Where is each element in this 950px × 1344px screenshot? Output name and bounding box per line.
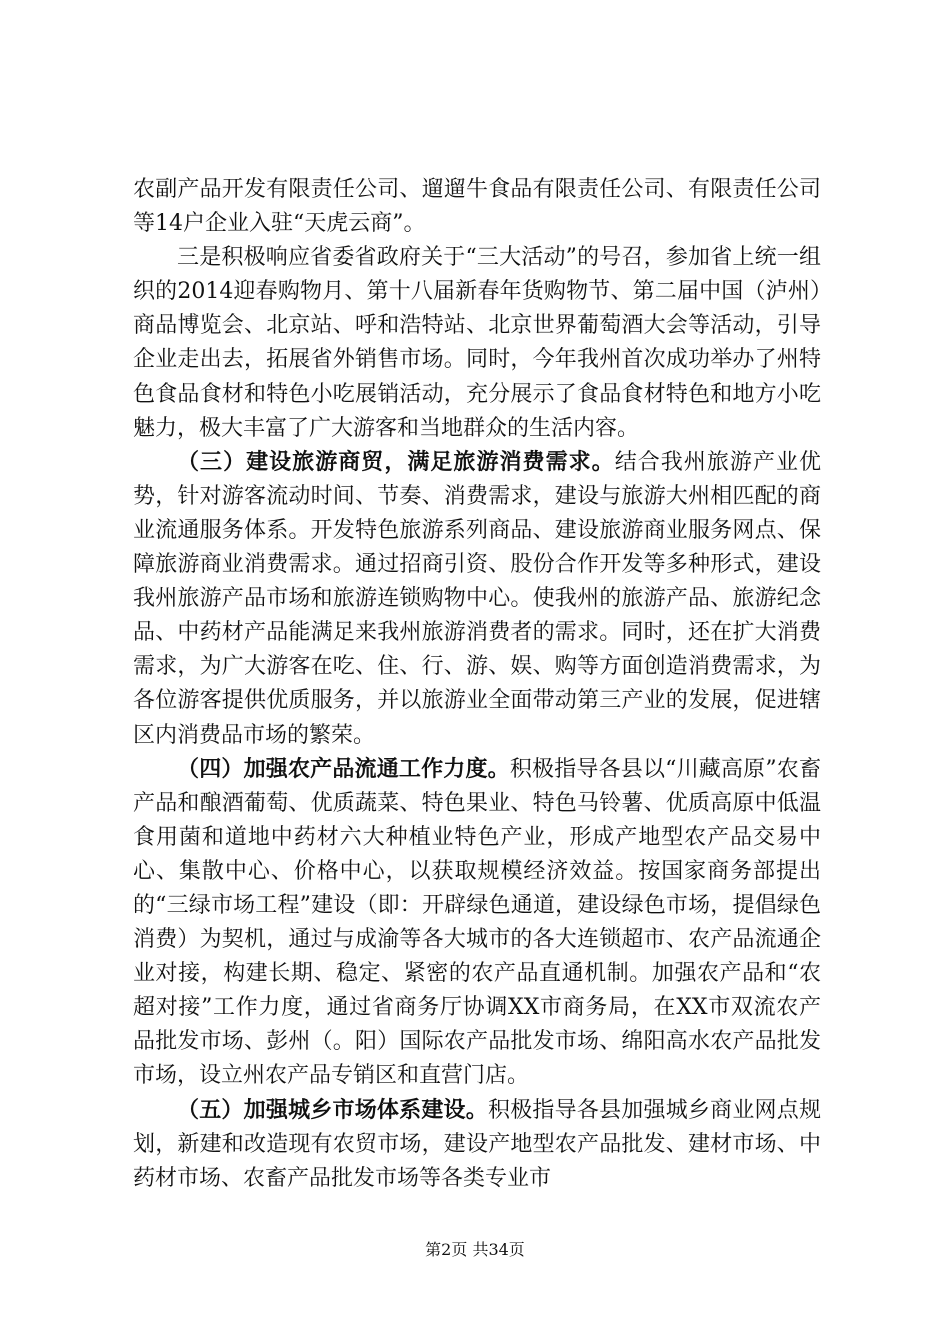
page-number-footer: 第2页 共34页 xyxy=(425,1240,525,1259)
paragraph-section-four xyxy=(133,753,821,1094)
section-body-four: 积极指导各县以“川藏高原”农畜产品和酿酒葡萄、优质蔬菜、特色果业、特色马铃薯、优质高原中低温食用菌和道地中药材六大种植业特色产业，形成产地型农产品交易中心、集散中心、价格中心，以获取规模经济效益。按国家商务部提出的“三绿市场工程”建设（即：开辟绿色通道，建设绿色市场，提倡绿色消费）为契机，通过与成渝等各大城市的各大连锁超市、农产品流通企业对接，构建长期、稳定、紧密的农产品直通机制。加强农产品和“农超对接”工作力度，通过省商务厅协调XX市商务局，在XX市双流农产品批发市场、彭州（。阳）国际农产品批发市场、绵阳高水农产品批发市场，设立州农产品专销区和直营门店。 xyxy=(133,756,821,1089)
section-heading-three: （三）建设旅游商贸，满足旅游消费需求。 xyxy=(177,449,615,475)
paragraph-continuation: 农副产品开发有限责任公司、遛遛牛食品有限责任公司、有限责任公司等14户企业入驻“天虎云商”。 xyxy=(133,177,821,237)
section-heading-five: （五）加强城乡市场体系建设。 xyxy=(177,1097,488,1123)
section-heading-four: （四）加强农产品流通工作力度。 xyxy=(177,756,510,782)
paragraph-section-three xyxy=(133,446,821,753)
paragraph-section-five xyxy=(133,1094,821,1196)
document-body xyxy=(133,173,821,1196)
paragraph-three-major-activities: 三是积极响应省委省政府关于“三大活动”的号召，参加省上统一组织的2014迎春购物月、第十八届新春年货购物节、第二届中国（泸州）商品博览会、北京站、呼和浩特站、北京世界葡萄酒大会等活动，引导企业走出去，拓展省外销售市场。同时，今年我州首次成功举办了州特色食品食材和特色小吃展销活动，充分展示了食品食材特色和地方小吃魅力，极大丰富了广大游客和当地群众的生活内容。 xyxy=(133,245,821,441)
section-body-three: 结合我州旅游产业优势，针对游客流动时间、节奏、消费需求，建设与旅游大州相匹配的商业流通服务体系。开发特色旅游系列商品、建设旅游商业服务网点、保障旅游商业消费需求。通过招商引资、股份合作开发等多种形式，建设我州旅游产品市场和旅游连锁购物中心。使我州的旅游产品、旅游纪念品、中药材产品能满足来我州旅游消费者的需求。同时，还在扩大消费需求，为广大游客在吃、住、行、游、娱、购等方面创造消费需求，为各位游客提供优质服务，并以旅游业全面带动第三产业的发展，促进辖区内消费品市场的繁荣。 xyxy=(133,449,821,748)
section-body-five: 积极指导各县加强城乡商业网点规划，新建和改造现有农贸市场，建设产地型农产品批发、建材市场、中药材市场、农畜产品批发市场等各类专业市 xyxy=(133,1097,821,1191)
